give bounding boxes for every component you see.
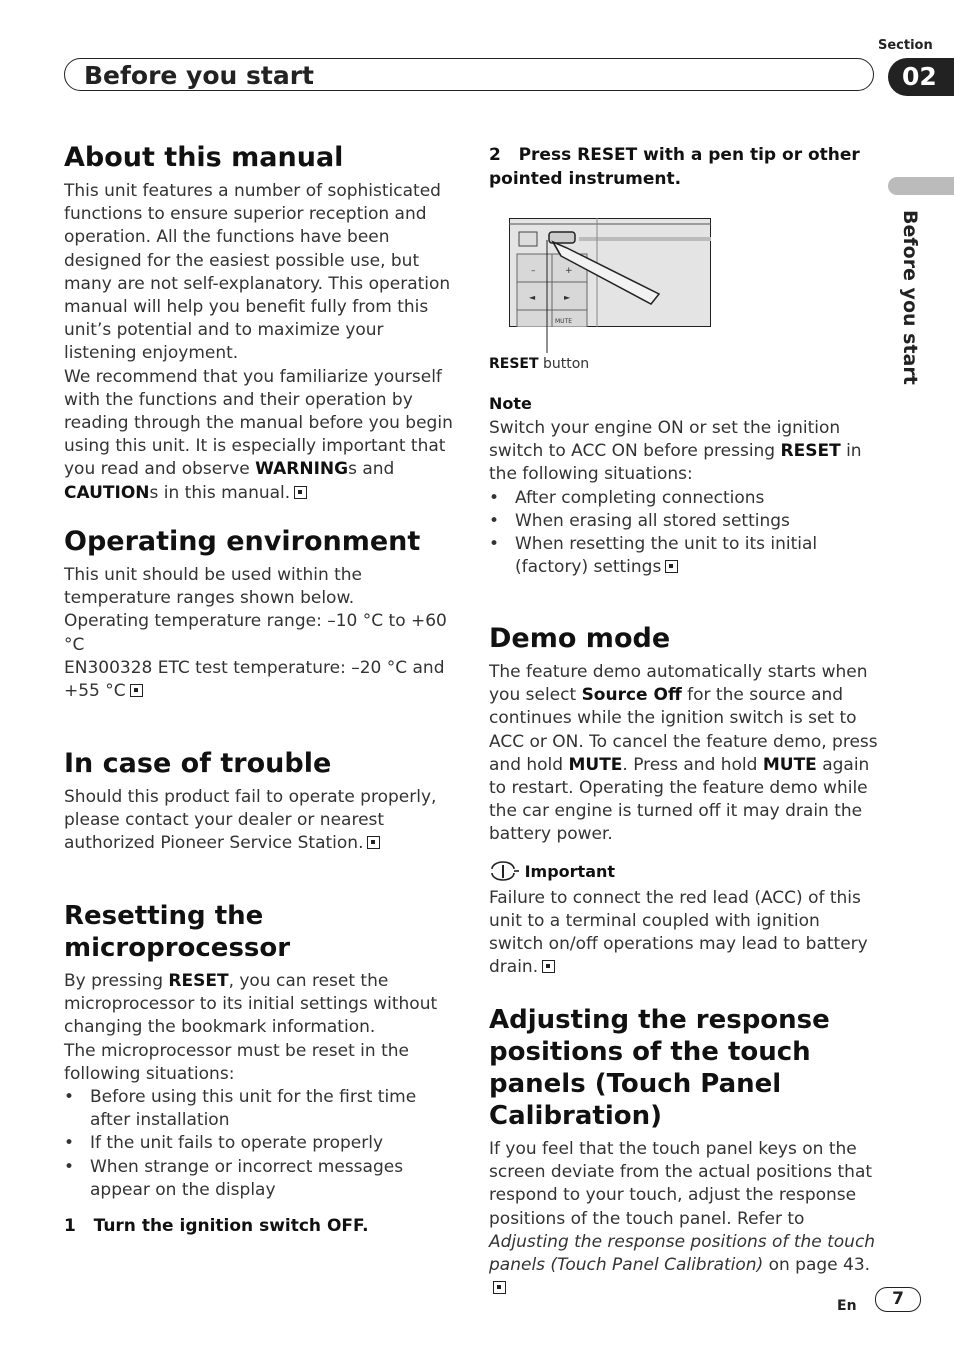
list-item: • When strange or incorrect messages appear on the display [64, 1156, 454, 1202]
note-section [489, 393, 879, 579]
page-number: 7 [875, 1287, 921, 1312]
end-mark-icon [493, 1281, 506, 1294]
device-minus-label: – [531, 266, 536, 276]
end-mark-icon [130, 684, 143, 697]
important-para: Failure to connect the red lead (ACC) of this unit to a terminal coupled with ignition switch on/off operations may lead to battery drain. [489, 887, 868, 978]
trouble-para: Should this product fail to operate properly, please contact your dealer or nearest authorized Pioneer Service Station. [64, 787, 437, 854]
device-plus-label: + [565, 266, 573, 276]
important-icon [489, 861, 519, 881]
note-bullet-list [489, 487, 879, 580]
demo-para: The feature demo automatically starts when you select Source Off for the source and continues while the ignition switch is set to ACC or ON. To cancel the feature demo, press and hold MUTE. Press and hold MUTE again to restart. Operating the feature demo while the car engine is turned off it may drain the battery power. [489, 662, 878, 845]
device-next-label: ► [564, 293, 571, 302]
list-item: • If the unit fails to operate properly [64, 1132, 454, 1155]
step-2-block [489, 143, 879, 191]
list-item: • After completing connections [489, 487, 879, 510]
header-title: Before you start [84, 61, 315, 90]
environment-section [64, 526, 454, 703]
reset-section [64, 900, 454, 1238]
section-number-badge: 02 [888, 58, 954, 96]
environment-para-1: This unit should be used within the temperature ranges shown below. [64, 565, 363, 609]
reset-caption: RESET button [489, 356, 590, 372]
note-para: Switch your engine ON or set the ignition switch to ACC ON before pressing RESET in the following situations: [489, 418, 862, 485]
about-para-1: This unit features a number of sophisticated functions to ensure superior reception and operation. All the functions have been designed for the easiest possible use, but many are not self-explanatory. This operation manual will help you benefit fully from this unit’s potential and to maximize your listening enjoyment. [64, 181, 451, 364]
trouble-heading: In case of trouble [64, 748, 332, 779]
end-mark-icon [367, 836, 380, 849]
reset-heading: Resetting the microprocessor [64, 901, 291, 963]
side-tab-text: Before you start [899, 210, 921, 385]
important-block [489, 861, 879, 980]
note-title: Note [489, 394, 532, 413]
device-mute-label: MUTE [555, 318, 573, 325]
reset-para-1: By pressing RESET, you can reset the microprocessor to its initial settings without changing the bookmark information. [64, 971, 438, 1038]
reset-bullet-list [64, 1086, 454, 1202]
device-prev-label: ◄ [529, 293, 536, 302]
trouble-section [64, 748, 454, 856]
demo-heading: Demo mode [489, 623, 671, 654]
step-1: 1 Turn the ignition switch OFF. [64, 1216, 369, 1237]
callout-line [546, 327, 550, 353]
section-label: Section [878, 38, 933, 53]
end-mark-icon [665, 560, 678, 573]
calibration-para: If you feel that the touch panel keys on the screen deviate from the actual positions that respond to your touch, adjust the response positions of the touch panel. Refer to Adjusting the response positions of the touch panels (Touch Panel Calibration) on page 43. [489, 1138, 879, 1300]
end-mark-icon [542, 960, 555, 973]
calibration-heading: Adjusting the response positions of the touch panels (Touch Panel Calibration) [489, 1005, 830, 1131]
demo-section [489, 623, 879, 979]
end-mark-icon [294, 486, 307, 499]
environment-para-2: Operating temperature range: –10 °C to +60 °C [64, 611, 447, 655]
list-item: • When resetting the unit to its initial (factory) settings [489, 533, 879, 579]
environment-heading: Operating environment [64, 526, 421, 557]
environment-para-3: EN300328 ETC test temperature: –20 °C and +55 °C [64, 657, 445, 702]
list-item: • Before using this unit for the first time after installation [64, 1086, 454, 1132]
about-section [64, 142, 454, 505]
reset-para-2: The microprocessor must be reset in the following situations: [64, 1040, 409, 1084]
side-tab-marker [888, 177, 954, 195]
reset-button-illustration [509, 218, 711, 327]
about-para-2: We recommend that you familiarize yourself with the functions and their operation by reading through the manual before you begin using this unit. It is especially important that you read and observe WARNINGs and CAUTIONs in this manual. [64, 366, 453, 503]
about-heading: About this manual [64, 142, 344, 173]
list-item: • When erasing all stored settings [489, 510, 879, 533]
important-title: Important [489, 861, 879, 883]
step-2: 2 Press RESET with a pen tip or other pointed instrument. [489, 145, 860, 189]
language-label: En [837, 1298, 857, 1314]
calibration-section [489, 1004, 879, 1300]
